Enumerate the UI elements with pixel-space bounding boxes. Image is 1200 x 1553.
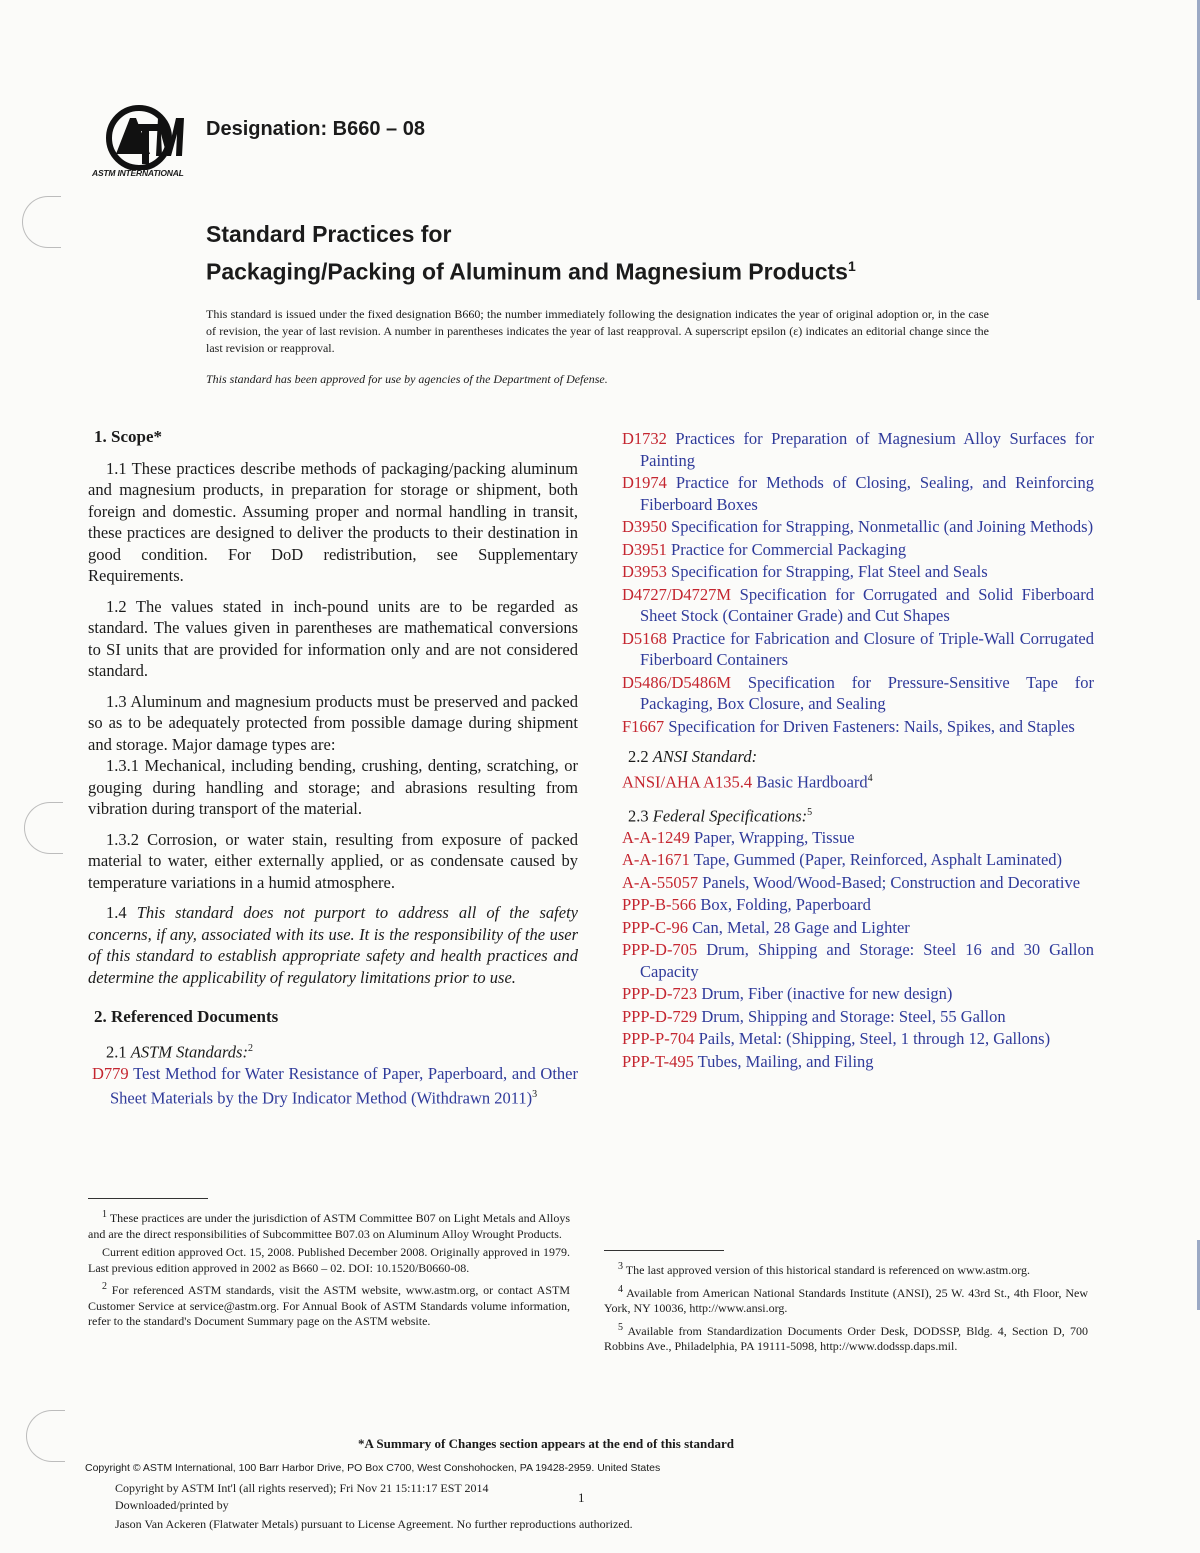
footnote-marker: 5: [618, 1321, 623, 1333]
footnote: Current edition approved Oct. 15, 2008. Published December 2008. Originally approved in 1979. Last previous edition approved in 2002 as B660 – 02. DOI: 10.1520/B0660-08.: [88, 1245, 570, 1275]
federal-reference-item[interactable]: PPP-T-495 Tubes, Mailing, and Filing: [622, 1051, 874, 1071]
download-line-2: Downloaded/printed by: [115, 1497, 229, 1512]
designation-notice: This standard is issued under the fixed designation B660; the number immediately following the designation indicates the year of original adoption or, in the case of revision, the year of last revision. A number in parentheses indicates the year of last reapproval. A superscript epsilon (ε) indicates an editorial change since the last revision or reapproval.: [206, 307, 989, 355]
reference-code[interactable]: D779: [92, 1063, 129, 1083]
reference-code[interactable]: PPP-T-495: [622, 1051, 694, 1071]
title-line-1: Standard Practices for: [206, 221, 452, 247]
reference-code[interactable]: D4727/D4727M: [622, 584, 732, 604]
paragraph-1-1: 1.1 These practices describe methods of packaging/packing aluminum and magnesium products, in preparation for storage or shipment, both foreign and domestic. Assuming proper and normal handling in transit, these practices are designed to deliver the products to their destination in good condition. For DoD redistribution, see Supplementary Requirements.: [88, 458, 578, 585]
footnote-marker: 1: [102, 1209, 107, 1220]
reference-code[interactable]: D5486/D5486M: [622, 672, 732, 692]
astm-reference-item[interactable]: D5168 Practice for Fabrication and Closure of Triple-Wall Corrugated Fiberboard Containers: [622, 628, 1094, 669]
federal-reference-item[interactable]: PPP-D-729 Drum, Shipping and Storage: Steel, 55 Gallon: [622, 1006, 1006, 1026]
punch-hole: [22, 196, 61, 248]
right-column: [622, 428, 1094, 1073]
punch-hole: [26, 1410, 65, 1462]
summary-of-changes-note: *A Summary of Changes section appears at the end of this standard: [358, 1436, 734, 1451]
footnote-rule: [604, 1250, 724, 1251]
reference-list-left: [88, 1063, 578, 1110]
footnotes-left: [88, 1210, 570, 1333]
reference-code[interactable]: D1974: [622, 473, 667, 492]
footnote: $^1$ These practices are under the jurisdiction of ASTM Committee B07 on Light Metals and Alloys and are the direct responsibilities of Subcommittee B07.03 on Aluminum Alloy Wrought Products.: [88, 1209, 570, 1241]
page-number: 1: [578, 1490, 585, 1505]
footnote-marker: 3: [618, 1261, 623, 1272]
reference-code[interactable]: PPP-D-705: [622, 940, 698, 959]
federal-reference-item[interactable]: PPP-P-704 Pails, Metal: (Shipping, Steel, 1 through 12, Gallons): [622, 1029, 1051, 1048]
download-notice: [115, 1480, 835, 1533]
paragraph-1-4: 1.4 This standard does not purport to address all of the safety concerns, if any, associated with its use. It is the responsibility of the user of this standard to establish appropriate safety and health practices and determine the applicability of regulatory limitations prior to use.: [88, 903, 578, 987]
federal-reference-item[interactable]: PPP-D-705 Drum, Shipping and Storage: Steel 16 and 30 Gallon Capacity: [622, 940, 1094, 981]
astm-reference-item[interactable]: D3950 Specification for Strapping, Nonmetallic (and Joining Methods): [622, 517, 1094, 536]
subsection-2-2: 2.2 ANSI Standard:: [628, 747, 758, 766]
footnote-rule: [88, 1198, 208, 1199]
astm-reference-item[interactable]: D5486/D5486M Specification for Pressure-Sensitive Tape for Packaging, Box Closure, and Sealing: [622, 672, 1094, 713]
paragraph-1-2: 1.2 The values stated in inch-pound units are to be regarded as standard. The values given in parentheses are mathematical conversions to SI units that are provided for information only and are not considered standard.: [88, 596, 578, 680]
document-title: [206, 218, 856, 288]
reference-code[interactable]: PPP-B-566: [622, 895, 697, 914]
footnote: $^2$ For referenced ASTM standards, visit the ASTM website, www.astm.org, or contact ASTM Customer Service at service@astm.org. For Annual Book of ASTM Standards volume information, refer to the standard's Document Summary page on the ASTM website.: [88, 1281, 571, 1328]
reference-code[interactable]: D1732: [622, 429, 667, 448]
footnote-marker: 4: [867, 772, 873, 784]
footnote: $^5$ Available from Standardization Documents Order Desk, DODSSP, Bldg. 4, Section D, 700 Robbins Ave., Philadelphia, PA 19111-5098, http://www.dodssp.daps.mil.: [604, 1321, 1088, 1353]
reference-code[interactable]: D3953: [622, 562, 667, 581]
reference-code[interactable]: PPP-P-704: [622, 1029, 695, 1048]
astm-reference-item[interactable]: F1667 Specification for Driven Fasteners: Nails, Spikes, and Staples: [622, 716, 1075, 736]
reference-code[interactable]: PPP-D-723: [622, 984, 698, 1003]
logo-text: ASTM INTERNATIONAL: [92, 168, 184, 178]
left-column: [88, 426, 578, 1110]
astm-reference-item[interactable]: D4727/D4727M Specification for Corrugated and Solid Fiberboard Sheet Stock (Container Grade) and Cut Shapes: [622, 584, 1094, 625]
reference-code[interactable]: D3950: [622, 517, 667, 536]
reference-code[interactable]: A-A-55057: [622, 872, 699, 892]
federal-reference-item[interactable]: PPP-C-96 Can, Metal, 28 Gage and Lighter: [622, 917, 910, 937]
astm-reference-item[interactable]: D1974 Practice for Methods of Closing, Sealing, and Reinforcing Fiberboard Boxes: [622, 473, 1094, 514]
astm-reference-item[interactable]: D779 Test Method for Water Resistance of Paper, Paperboard, and Other Sheet Materials by the Dry Indicator Method (Withdrawn 2011)$^3$: [92, 1063, 578, 1108]
footnote-marker: 3: [532, 1089, 538, 1100]
ansi-reference-list: [622, 768, 1094, 793]
footnote: $^4$ Available from American National Standards Institute (ANSI), 25 W. 43rd St., 4th Floor, New York, NY 10036, http://www.ansi.org.: [604, 1283, 1088, 1315]
federal-reference-item[interactable]: PPP-B-566 Box, Folding, Paperboard: [622, 895, 871, 914]
footnotes-right: [604, 1261, 1088, 1358]
subsection-2-3: 2.3 Federal Specifications:$^5$: [628, 806, 813, 825]
copyright-line: Copyright © ASTM International, 100 Barr Harbor Drive, PO Box C700, West Conshohocken, PA 19428-2959. United States: [85, 1462, 661, 1474]
footnote: $^3$ The last approved version of this historical standard is referenced on www.astm.org.: [618, 1261, 1031, 1277]
paragraph-1-3-2: 1.3.2 Corrosion, or water stain, resulting from exposure of packed material to water, either externally applied, or as condensate caused by temperature variations in a humid atmosphere.: [88, 829, 578, 892]
reference-code[interactable]: D5168: [622, 628, 667, 648]
reference-code[interactable]: D3951: [622, 539, 667, 559]
reference-code[interactable]: ANSI/AHA A135.4: [622, 772, 753, 791]
paragraph-1-3: 1.3 Aluminum and magnesium products must be preserved and packed so as to be adequately protected from possible damage during shipment and storage. Major damage types are:: [88, 691, 578, 754]
federal-reference-item[interactable]: A-A-1671 Tape, Gummed (Paper, Reinforced, Asphalt Laminated): [622, 850, 1063, 869]
ansi-reference-item[interactable]: ANSI/AHA A135.4 Basic Hardboard$^4$: [622, 772, 873, 791]
reference-code[interactable]: PPP-D-729: [622, 1006, 698, 1026]
designation: Designation: B660 – 08: [206, 118, 425, 140]
astm-reference-item[interactable]: D1732 Practices for Preparation of Magnesium Alloy Surfaces for Painting: [622, 429, 1094, 470]
astm-reference-item[interactable]: D3951 Practice for Commercial Packaging: [622, 539, 907, 559]
reference-code[interactable]: A-A-1671: [622, 850, 690, 869]
subsection-2-1: 2.1 ASTM Standards:$^2$: [106, 1042, 253, 1061]
download-line-1: Copyright by ASTM Int'l (all rights reserved); Fri Nov 21 15:11:17 EST 2014: [115, 1481, 489, 1495]
title-line-2: Packaging/Packing of Aluminum and Magnesium Products$^1$: [206, 258, 856, 285]
astm-logo: [92, 104, 202, 184]
federal-reference-item[interactable]: PPP-D-723 Drum, Fiber (inactive for new design): [622, 984, 953, 1003]
paragraph-1-3-1: 1.3.1 Mechanical, including bending, crushing, denting, scratching, or gouging during handling and storage; and abrasions resulting from vibration during transport of the material.: [88, 756, 578, 818]
punch-hole: [24, 802, 63, 854]
federal-reference-item[interactable]: A-A-55057 Panels, Wood/Wood-Based; Construction and Decorative: [622, 872, 1081, 892]
reference-code[interactable]: F1667: [622, 716, 665, 736]
reference-code[interactable]: PPP-C-96: [622, 917, 689, 937]
astm-reference-item[interactable]: D3953 Specification for Strapping, Flat Steel and Seals: [622, 562, 988, 581]
section-1-heading: 1. Scope*: [94, 427, 162, 446]
federal-reference-item[interactable]: A-A-1249 Paper, Wrapping, Tissue: [622, 827, 855, 847]
download-line-3: Jason Van Ackeren (Flatwater Metals) pursuant to License Agreement. No further reproductions authorized.: [115, 1517, 633, 1531]
reference-code[interactable]: A-A-1249: [622, 827, 690, 847]
astm-reference-list: [622, 428, 1094, 737]
section-2-heading: 2. Referenced Documents: [94, 1007, 279, 1026]
footnote-marker: 4: [618, 1283, 623, 1295]
footnote-marker: 2: [102, 1281, 107, 1292]
federal-reference-list: [622, 827, 1094, 1073]
dod-approval-note: This standard has been approved for use by agencies of the Department of Defense.: [206, 372, 608, 386]
